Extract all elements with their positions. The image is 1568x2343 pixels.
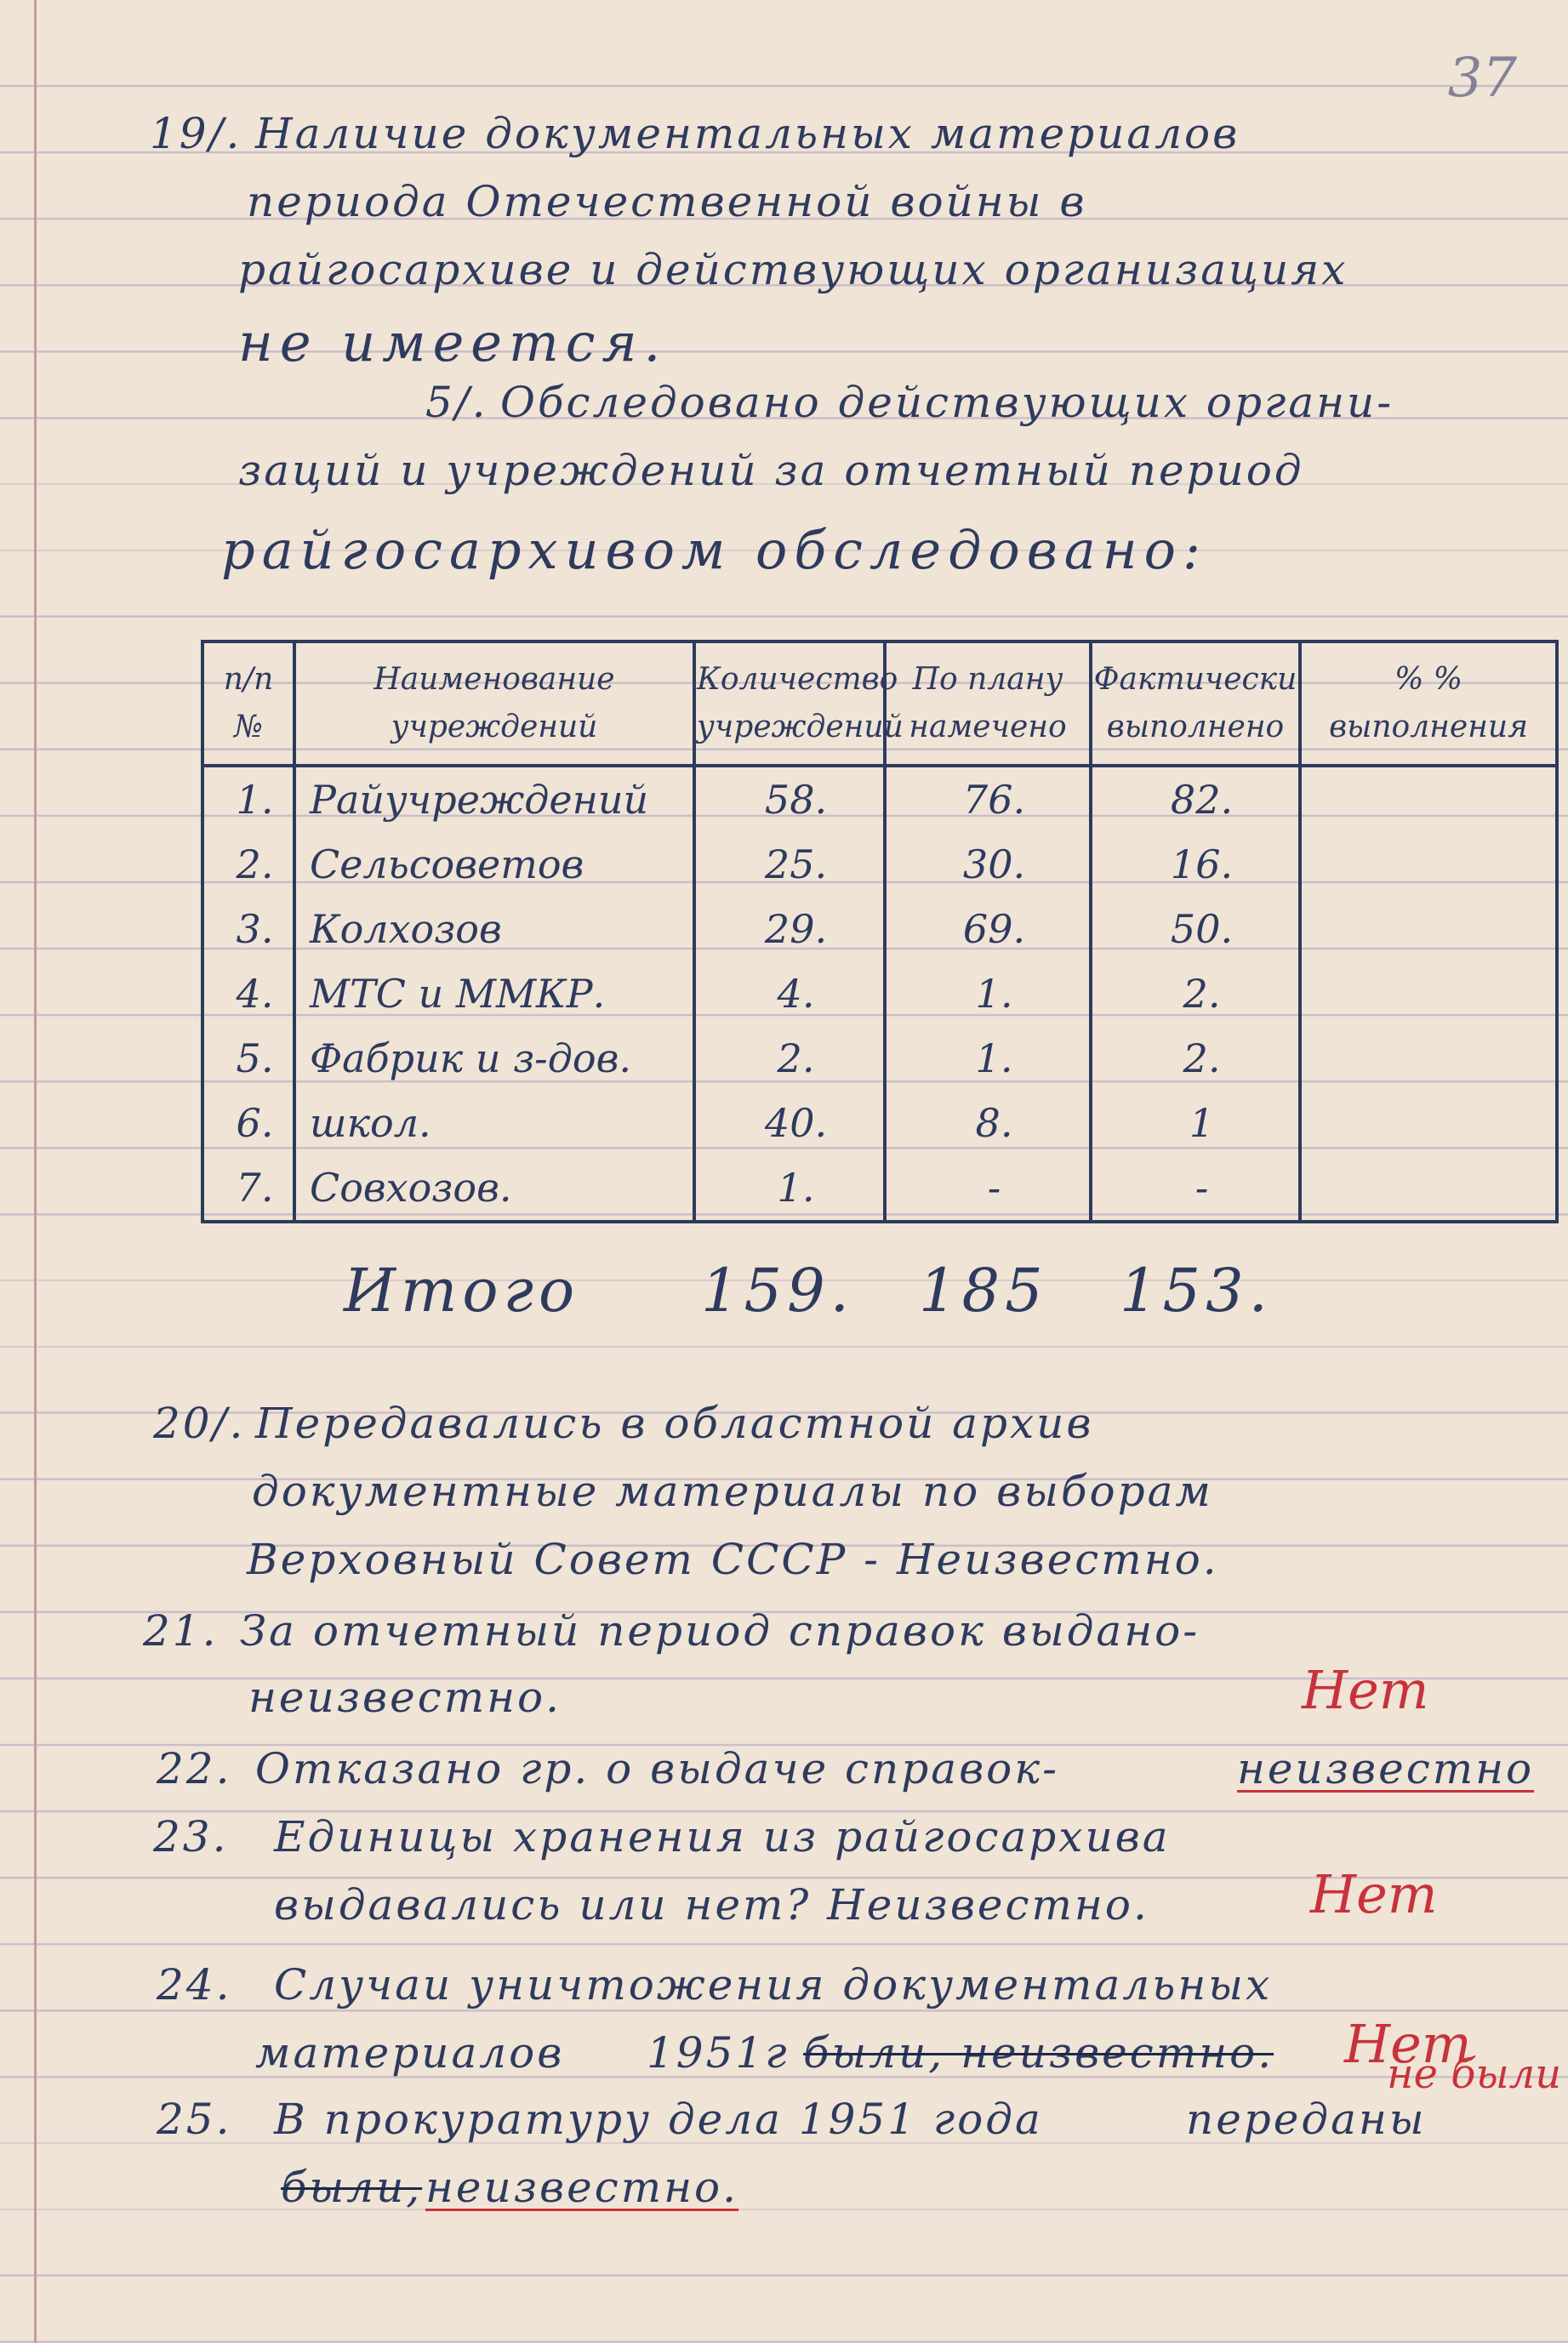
- row-count: 4.: [694, 961, 885, 1026]
- item-5-number: 5/.: [425, 378, 488, 427]
- row-percent: [1300, 832, 1557, 897]
- item-5-line: заций и учреждений за отчетный период: [238, 446, 1304, 495]
- item-24-struck: были, неизвестно.: [803, 2028, 1274, 2078]
- row-plan: 30.: [885, 832, 1091, 897]
- item-22-number: 22.: [157, 1744, 232, 1793]
- row-name: Совхозов.: [294, 1155, 694, 1222]
- item-24-line: материалов: [255, 2028, 565, 2078]
- item-19-line: Наличие документальных материалов: [255, 109, 1240, 158]
- item-25-number: 25.: [157, 2095, 232, 2144]
- header-plan: По плану намечено: [885, 641, 1091, 766]
- header-num: п/п №: [202, 641, 294, 766]
- header-percent: % % выполнения: [1300, 641, 1557, 766]
- header-name: Наименование учреждений: [294, 641, 694, 766]
- row-number: 5.: [202, 1026, 294, 1091]
- header-fact: Фактически выполнено: [1091, 641, 1300, 766]
- row-number: 7.: [202, 1155, 294, 1222]
- row-percent: [1300, 1155, 1557, 1222]
- table-row: [202, 1026, 1557, 1091]
- row-count: 40.: [694, 1091, 885, 1155]
- table-row: [202, 1091, 1557, 1155]
- item-25-line-end: переданы: [1186, 2095, 1427, 2144]
- item-24-year: 1951г: [647, 2028, 790, 2078]
- row-count: 1.: [694, 1155, 885, 1222]
- item-22-struck: неизвестно: [1237, 1744, 1535, 1793]
- item-24-line: Случаи уничтожения документальных: [274, 1960, 1273, 2010]
- row-plan: 76.: [885, 766, 1091, 832]
- item-5-line: Обследовано действующих органи-: [500, 378, 1394, 427]
- total-label: Итого: [344, 1256, 580, 1325]
- item-5-line: райгосархивом обследовано:: [221, 519, 1207, 581]
- row-fact: 2.: [1091, 1026, 1300, 1091]
- item-21-correction: Нет: [1302, 1659, 1429, 1721]
- row-fact: 2.: [1091, 961, 1300, 1026]
- item-25-correction: не были: [1387, 2050, 1562, 2098]
- page-number: 37: [1447, 47, 1517, 110]
- item-24-correction: Нет: [1344, 2013, 1472, 2075]
- row-name: Фабрик и з-дов.: [294, 1026, 694, 1091]
- item-21-line: неизвестно.: [248, 1673, 562, 1722]
- row-name: МТС и ММКР.: [294, 961, 694, 1026]
- table-row: [202, 832, 1557, 897]
- header-count: Количество учреждений: [694, 641, 885, 766]
- row-fact: 82.: [1091, 766, 1300, 832]
- total-count: 159.: [701, 1256, 854, 1325]
- row-count: 58.: [694, 766, 885, 832]
- row-plan: 69.: [885, 897, 1091, 961]
- table-row: [202, 961, 1557, 1026]
- item-19-line: периода Отечественной войны в: [247, 177, 1087, 226]
- margin-line: [34, 0, 37, 2343]
- item-19-number: 19/.: [150, 109, 242, 158]
- item-20-line: документные материалы по выборам: [252, 1467, 1213, 1516]
- item-25-struck: были,: [281, 2163, 423, 2212]
- table-row: [202, 766, 1557, 832]
- item-19-line: райгосархиве и действующих организациях: [238, 245, 1348, 294]
- item-23-line: Единицы хранения из райгосархива: [274, 1812, 1171, 1861]
- row-percent: [1300, 961, 1557, 1026]
- item-21-number: 21.: [143, 1606, 219, 1656]
- table-header-row: [202, 641, 1557, 766]
- row-plan: 8.: [885, 1091, 1091, 1155]
- total-fact: 153.: [1120, 1256, 1273, 1325]
- row-number: 2.: [202, 832, 294, 897]
- item-20-line: Верховный Совет СССР - Неизвестно.: [247, 1535, 1219, 1584]
- item-25-line: неизвестно.: [425, 2163, 739, 2212]
- row-percent: [1300, 1091, 1557, 1155]
- item-20-number: 20/.: [153, 1399, 246, 1448]
- item-20-line: Передавались в областной архив: [255, 1399, 1094, 1448]
- row-name: Колхозов: [294, 897, 694, 961]
- row-name: Сельсоветов: [294, 832, 694, 897]
- row-fact: 50.: [1091, 897, 1300, 961]
- row-plan: 1.: [885, 1026, 1091, 1091]
- item-21-line: За отчетный период справок выдано-: [240, 1606, 1200, 1656]
- item-19-line: не имеется.: [238, 311, 668, 373]
- row-count: 25.: [694, 832, 885, 897]
- row-plan: 1.: [885, 961, 1091, 1026]
- row-fact: 16.: [1091, 832, 1300, 897]
- row-number: 3.: [202, 897, 294, 961]
- row-percent: [1300, 897, 1557, 961]
- row-percent: [1300, 1026, 1557, 1091]
- table-row: [202, 1155, 1557, 1222]
- row-plan: -: [885, 1155, 1091, 1222]
- item-23-line: выдавались или нет? Неизвестно.: [274, 1880, 1149, 1930]
- item-25-line: В прокуратуру дела 1951 года: [274, 2095, 1043, 2144]
- row-percent: [1300, 766, 1557, 832]
- row-fact: -: [1091, 1155, 1300, 1222]
- survey-table: [201, 640, 1559, 1223]
- row-number: 4.: [202, 961, 294, 1026]
- table-row: [202, 897, 1557, 961]
- row-name: школ.: [294, 1091, 694, 1155]
- row-number: 6.: [202, 1091, 294, 1155]
- item-24-number: 24.: [157, 1960, 232, 2010]
- row-fact: 1: [1091, 1091, 1300, 1155]
- total-plan: 185: [919, 1256, 1048, 1325]
- item-22-line: Отказано гр. о выдаче справок-: [255, 1744, 1060, 1793]
- row-count: 2.: [694, 1026, 885, 1091]
- row-count: 29.: [694, 897, 885, 961]
- row-number: 1.: [202, 766, 294, 832]
- item-23-correction: Нет: [1310, 1863, 1438, 1925]
- row-name: Райучреждений: [294, 766, 694, 832]
- item-23-number: 23.: [153, 1812, 229, 1861]
